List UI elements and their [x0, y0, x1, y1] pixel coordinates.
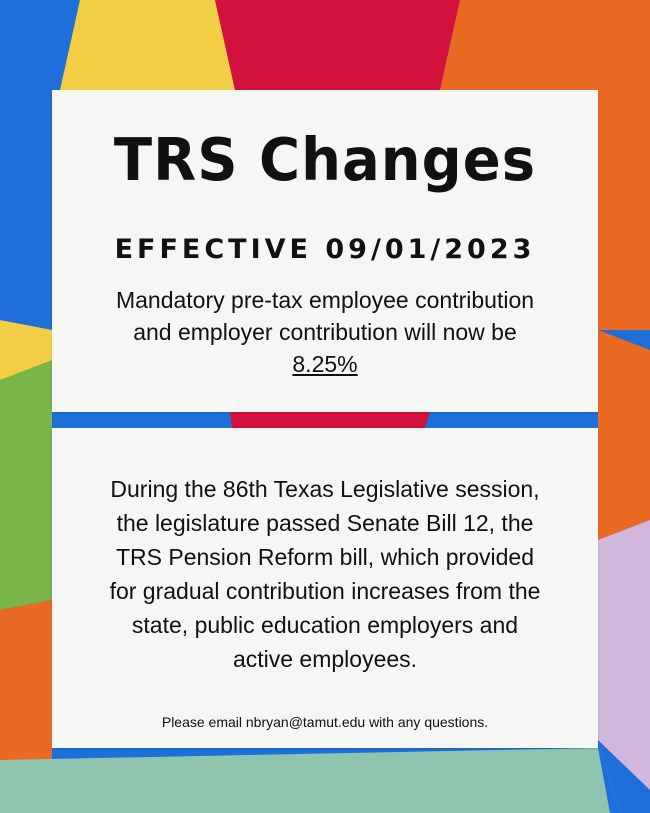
detail-line: the legislature passed Senate Bill 12, the — [116, 510, 534, 536]
detail-line: TRS Pension Reform bill, which provided — [115, 544, 534, 570]
summary-line: and employer contribution will now be — [133, 319, 517, 345]
summary-line: Mandatory pre-tax employee contribution — [115, 287, 535, 313]
contribution-rate: 8.25% — [292, 351, 358, 377]
detail-line: During the 86th Texas Legislative session, — [110, 476, 540, 502]
legislation-details — [60, 472, 590, 676]
flyer-title: TRS Changes — [113, 126, 537, 195]
contact-email-note: Please email nbryan@tamut.edu with any questions. — [161, 714, 489, 730]
detail-line: active employees. — [232, 646, 418, 672]
effective-date: EFFECTIVE 09/01/2023 — [114, 234, 536, 265]
announcement-card — [52, 90, 598, 412]
detail-line: state, public education employers and — [131, 612, 519, 638]
detail-line: for gradual contribution increases from the — [109, 578, 541, 604]
contribution-summary — [62, 284, 588, 380]
details-card — [52, 428, 598, 748]
